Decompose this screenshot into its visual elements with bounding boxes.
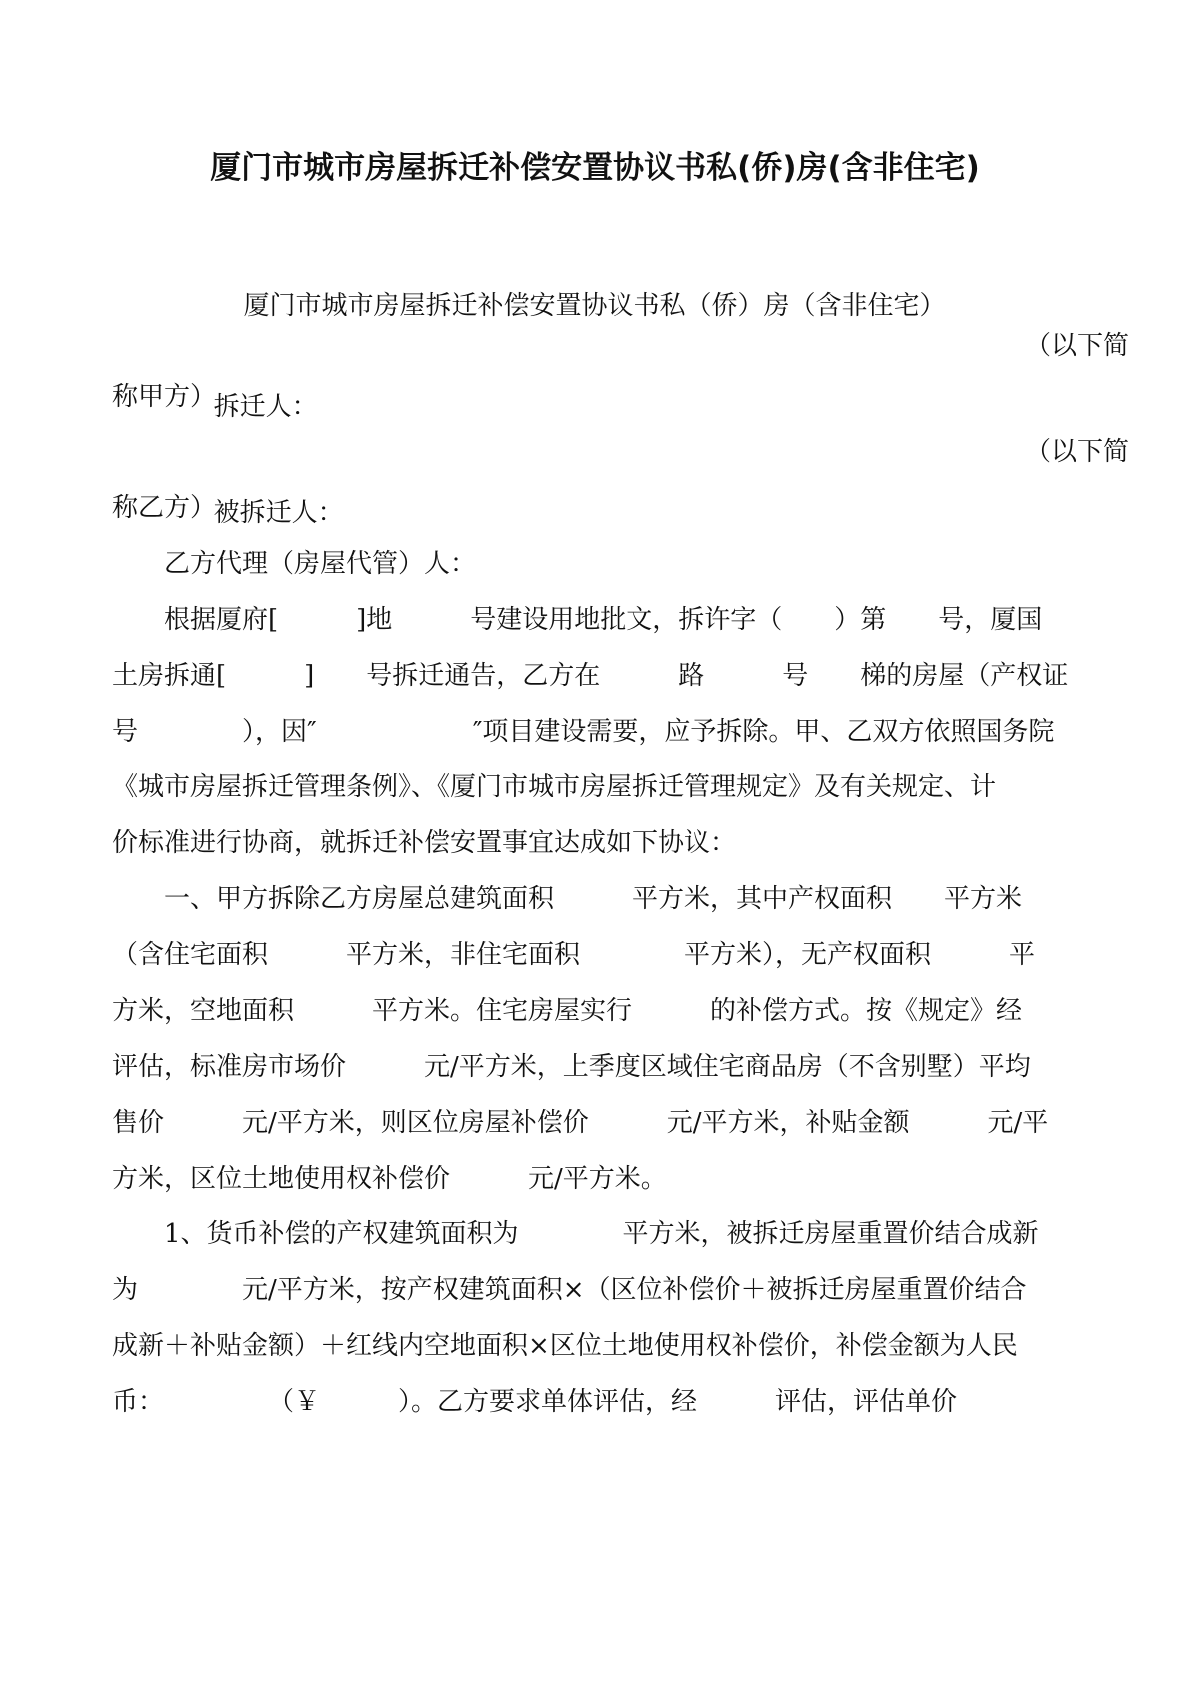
paragraph-2-line: 方米，空地面积 平方米。住宅房屋实行 的补偿方式。按《规定》经 [112, 996, 1023, 1026]
paragraph-2-line: （含住宅面积 平方米，非住宅面积 平方米），无产权面积 平 [112, 940, 1036, 970]
paragraph-1-line: 土房拆通[ ] 号拆迁通告，乙方在 路 号 梯的房屋（产权证 [112, 661, 1069, 691]
party-a-continuation: 称甲方） [112, 382, 217, 412]
agent-line: 乙方代理（房屋代管）人： [164, 549, 477, 579]
paragraph-1-line: 《城市房屋拆迁管理条例》、《厦门市城市房屋拆迁管理规定》及有关规定、计 [112, 772, 997, 802]
party-b-label: 被拆迁人： [213, 497, 344, 528]
party-b-continuation: 称乙方） [112, 493, 217, 523]
paragraph-1-line: 号 ），因″ ″项目建设需要，应予拆除。甲、乙双方依照国务院 [112, 717, 1055, 747]
paragraph-2-line: 方米，区位土地使用权补偿价 元/平方米。 [112, 1164, 667, 1194]
party-a-label: 拆迁人： [213, 391, 318, 422]
document-title: 厦门市城市房屋拆迁补偿安置协议书私(侨)房(含非住宅) [210, 150, 980, 186]
paragraph-2-line: 一、甲方拆除乙方房屋总建筑面积 平方米，其中产权面积 平方米 [164, 884, 1023, 914]
party-b-suffix: （以下简 [1024, 437, 1129, 467]
paragraph-1-line: 根据厦府[ ]地 号建设用地批文，拆许字（ ）第 号，厦国 [164, 605, 1043, 635]
paragraph-3-line: 币： （￥ ）。乙方要求单体评估，经 评估，评估单价 [112, 1387, 958, 1417]
paragraph-2-line: 评估，标准房市场价 元/平方米，上季度区域住宅商品房（不含别墅）平均 [112, 1052, 1031, 1082]
paragraph-3-line: 成新＋补贴金额）＋红线内空地面积×区位土地使用权补偿价，补偿金额为人民 [112, 1331, 1018, 1361]
document-subtitle: 厦门市城市房屋拆迁补偿安置协议书私（侨）房（含非住宅） [243, 291, 946, 321]
paragraph-1-line: 价标准进行协商，就拆迁补偿安置事宜达成如下协议： [112, 828, 737, 858]
paragraph-2-line: 售价 元/平方米，则区位房屋补偿价 元/平方米，补贴金额 元/平 [112, 1108, 1049, 1138]
party-a-suffix: （以下简 [1024, 331, 1129, 361]
paragraph-3-line: 为 元/平方米，按产权建筑面积×（区位补偿价＋被拆迁房屋重置价结合 [112, 1275, 1027, 1305]
paragraph-3-line: 1、货币补偿的产权建筑面积为 平方米，被拆迁房屋重置价结合成新 [164, 1219, 1039, 1249]
